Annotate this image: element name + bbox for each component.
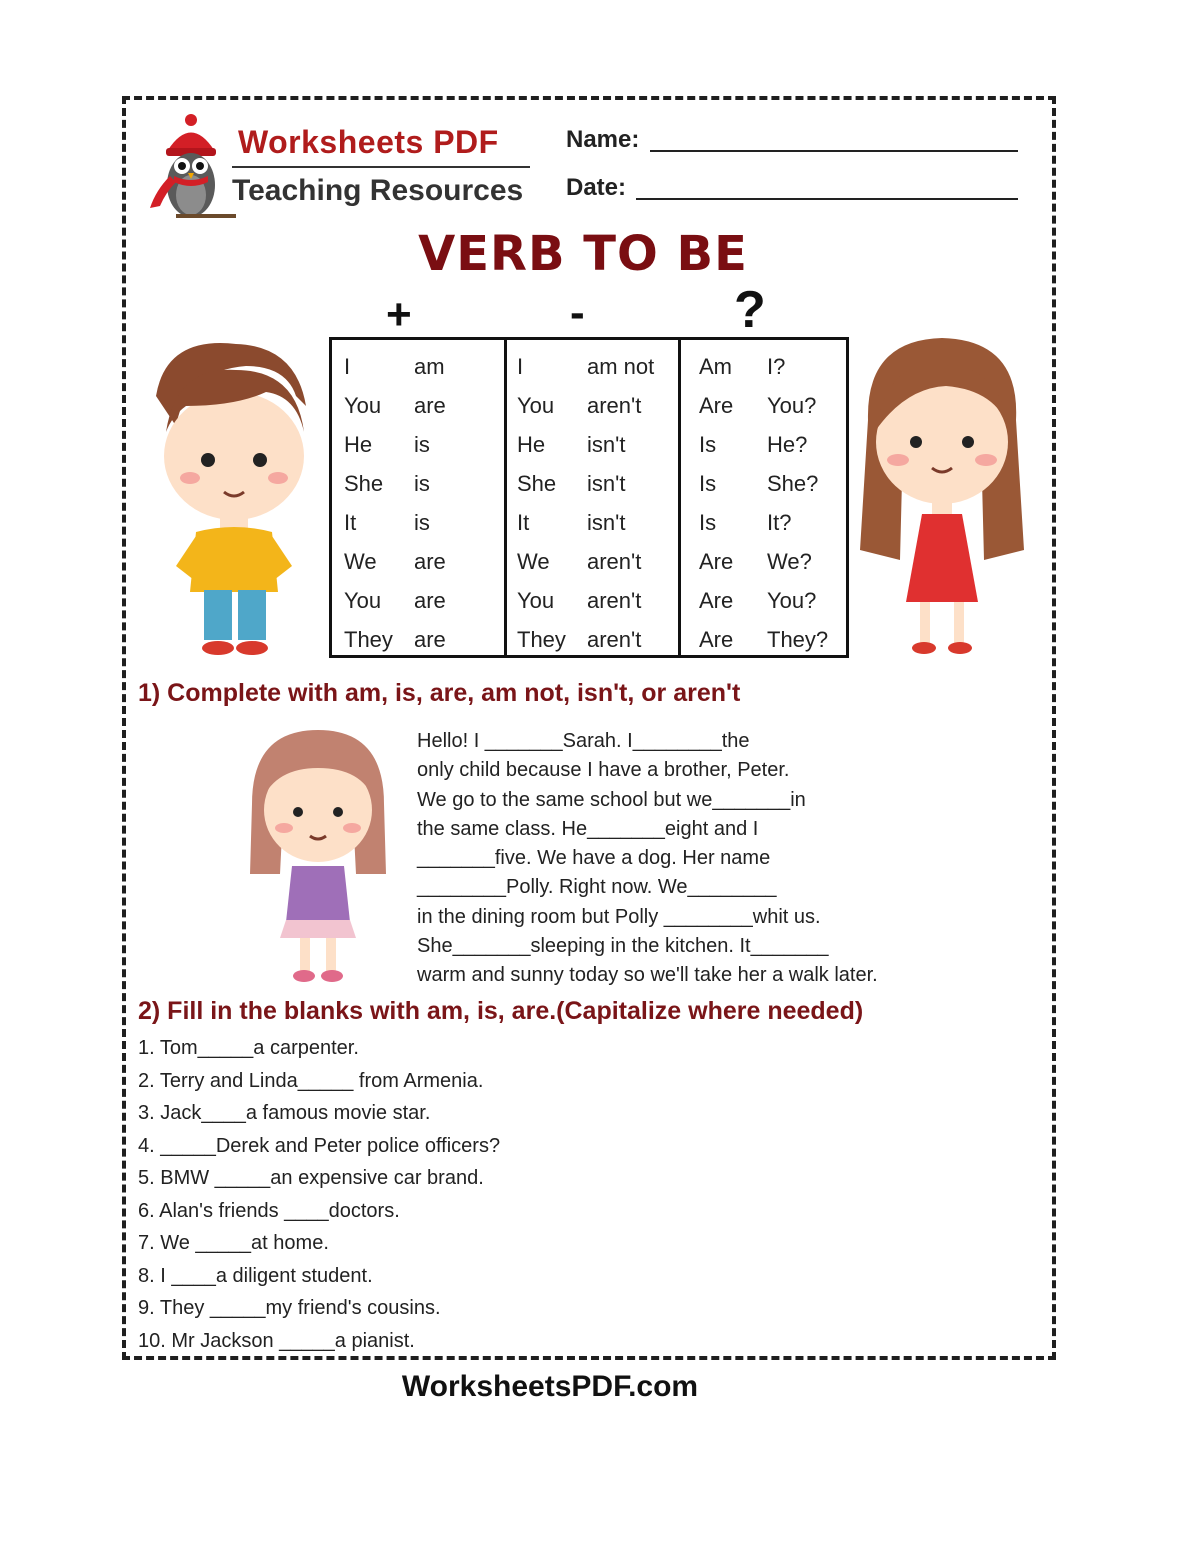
exercise-item: 6. Alan's friends ____doctors. bbox=[138, 1199, 400, 1222]
conjugation-table bbox=[329, 337, 849, 658]
affirmative-row bbox=[332, 346, 504, 385]
pronoun-cell: I bbox=[344, 354, 351, 379]
verb-cell: She? bbox=[767, 471, 819, 496]
pronoun-cell: Is bbox=[699, 510, 717, 535]
pronoun-cell: We bbox=[517, 549, 550, 574]
verb-cell: are bbox=[414, 393, 446, 418]
exercise-item: 8. I ____a diligent student. bbox=[138, 1264, 373, 1287]
paragraph-line: only child because I have a brother, Peter. bbox=[417, 759, 790, 782]
verb-cell: are bbox=[414, 588, 446, 613]
verb-cell: isn't bbox=[587, 432, 626, 457]
pronoun-cell: Is bbox=[699, 471, 717, 496]
name-label: Name: bbox=[566, 126, 640, 153]
question-row bbox=[681, 580, 846, 619]
negative-row bbox=[507, 424, 678, 463]
question-row bbox=[681, 346, 846, 385]
date-field[interactable] bbox=[636, 198, 1018, 200]
verb-cell: isn't bbox=[587, 510, 626, 535]
sarah-illustration bbox=[246, 724, 390, 986]
pronoun-cell: It bbox=[517, 510, 530, 535]
pronoun-cell: You bbox=[344, 588, 382, 613]
question-row bbox=[681, 424, 846, 463]
paragraph-line: She_______sleeping in the kitchen. It_______ bbox=[417, 935, 829, 958]
brand-title: Worksheets PDF bbox=[238, 124, 499, 160]
pronoun-cell: It bbox=[344, 510, 357, 535]
pronoun-cell: You bbox=[517, 588, 555, 613]
negative-row bbox=[507, 541, 678, 580]
pronoun-cell: He bbox=[517, 432, 546, 457]
negative-row bbox=[507, 463, 678, 502]
question-row bbox=[681, 502, 846, 541]
pronoun-cell: They bbox=[517, 627, 566, 652]
verb-cell: aren't bbox=[587, 393, 642, 418]
affirmative-row bbox=[332, 541, 504, 580]
question-row bbox=[681, 463, 846, 502]
verb-cell: I? bbox=[767, 354, 786, 379]
verb-cell: aren't bbox=[587, 549, 642, 574]
section-1-paragraph bbox=[417, 728, 997, 992]
paragraph-line: We go to the same school but we_______in bbox=[417, 788, 806, 811]
exercise-list bbox=[138, 1034, 500, 1359]
exercise-item: 3. Jack____a famous movie star. bbox=[138, 1102, 431, 1124]
negative-row bbox=[507, 619, 678, 658]
boy-illustration bbox=[146, 336, 320, 660]
pronoun-cell: Are bbox=[699, 588, 734, 613]
pronoun-cell: You bbox=[517, 393, 555, 418]
paragraph-line: Hello! I _______Sarah. I________the bbox=[417, 730, 750, 752]
verb-cell: They? bbox=[767, 627, 829, 652]
verb-cell: is bbox=[414, 510, 430, 535]
verb-cell: aren't bbox=[587, 588, 642, 613]
affirmative-row bbox=[332, 424, 504, 463]
negative-row bbox=[507, 502, 678, 541]
affirmative-column bbox=[332, 340, 504, 655]
exercise-item: 5. BMW _____an expensive car brand. bbox=[138, 1167, 484, 1189]
paragraph-line: warm and sunny today so we'll take her a walk later. bbox=[417, 964, 878, 987]
negative-symbol: - bbox=[570, 288, 585, 337]
paragraph-line: _______five. We have a dog. Her name bbox=[417, 847, 771, 870]
pronoun-cell: Are bbox=[699, 393, 734, 418]
negative-column bbox=[504, 340, 678, 655]
pronoun-cell: Are bbox=[699, 627, 734, 652]
brand-subtitle: Teaching Resources bbox=[232, 174, 524, 207]
pronoun-cell: I bbox=[517, 354, 524, 379]
section-1-title: 1) Complete with am, is, are, am not, isn't, or aren't bbox=[138, 679, 741, 707]
date-label: Date: bbox=[566, 174, 627, 201]
exercise-item: 7. We _____at home. bbox=[138, 1232, 329, 1254]
footer-site: WorksheetsPDF.com bbox=[401, 1370, 699, 1403]
pronoun-cell: Are bbox=[699, 549, 734, 574]
paragraph-line: ________Polly. Right now. We________ bbox=[417, 876, 777, 899]
name-field[interactable] bbox=[650, 150, 1018, 152]
affirmative-symbol: + bbox=[386, 290, 412, 339]
owl-logo-icon bbox=[146, 110, 236, 230]
question-symbol: ? bbox=[734, 281, 766, 339]
question-row bbox=[681, 619, 846, 658]
affirmative-row bbox=[332, 502, 504, 541]
paragraph-line: in the dining room but Polly ________whit us. bbox=[417, 905, 821, 928]
exercise-item: 4. _____Derek and Peter police officers? bbox=[138, 1134, 501, 1157]
pronoun-cell: She bbox=[517, 471, 557, 496]
verb-cell: are bbox=[414, 549, 446, 574]
exercise-item: 2. Terry and Linda_____ from Armenia. bbox=[138, 1069, 484, 1092]
question-row bbox=[681, 385, 846, 424]
affirmative-row bbox=[332, 385, 504, 424]
negative-row bbox=[507, 346, 678, 385]
girl-illustration bbox=[856, 330, 1028, 664]
verb-cell: You? bbox=[767, 588, 817, 613]
affirmative-row bbox=[332, 580, 504, 619]
affirmative-row bbox=[332, 463, 504, 502]
section-2-title: 2) Fill in the blanks with am, is, are.(Capitalize where needed) bbox=[138, 997, 864, 1025]
question-column bbox=[678, 340, 846, 655]
pronoun-cell: You bbox=[344, 393, 382, 418]
pronoun-cell: She bbox=[344, 471, 384, 496]
pronoun-cell: We bbox=[344, 549, 377, 574]
affirmative-row bbox=[332, 619, 504, 658]
verb-cell: isn't bbox=[587, 471, 626, 496]
page-title: VERB TO BE bbox=[418, 226, 748, 282]
negative-row bbox=[507, 385, 678, 424]
exercise-item: 1. Tom_____a carpenter. bbox=[138, 1037, 359, 1059]
paragraph-line: the same class. He_______eight and I bbox=[417, 817, 759, 840]
verb-cell: are bbox=[414, 627, 446, 652]
verb-cell: am bbox=[414, 354, 445, 379]
negative-row bbox=[507, 580, 678, 619]
verb-cell: You? bbox=[767, 393, 817, 418]
verb-cell: It? bbox=[767, 510, 792, 535]
verb-cell: is bbox=[414, 432, 430, 457]
verb-cell: is bbox=[414, 471, 430, 496]
pronoun-cell: He bbox=[344, 432, 373, 457]
pronoun-cell: Am bbox=[699, 354, 732, 379]
verb-cell: am not bbox=[587, 354, 655, 379]
pronoun-cell: Is bbox=[699, 432, 717, 457]
brand-divider bbox=[232, 166, 530, 168]
verb-cell: He? bbox=[767, 432, 808, 457]
verb-cell: We? bbox=[767, 549, 812, 574]
exercise-item: 9. They _____my friend's cousins. bbox=[138, 1297, 441, 1319]
exercise-item: 10. Mr Jackson _____a pianist. bbox=[138, 1329, 415, 1352]
question-row bbox=[681, 541, 846, 580]
pronoun-cell: They bbox=[344, 627, 393, 652]
verb-cell: aren't bbox=[587, 627, 642, 652]
